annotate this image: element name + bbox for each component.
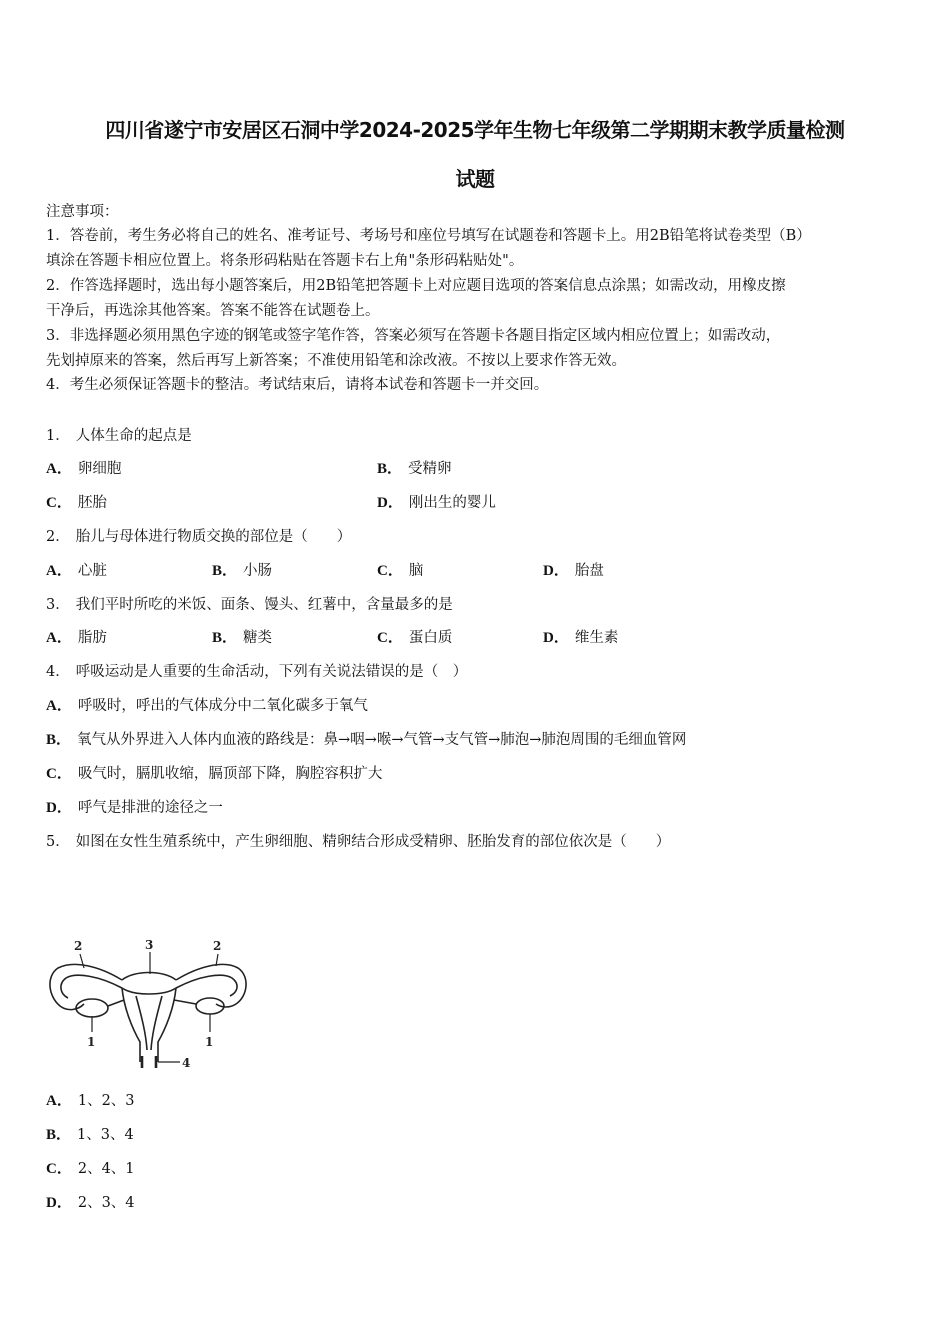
option-c [46,1159,135,1179]
option-label: B． [212,630,238,646]
option-label: C． [46,1161,72,1177]
option-text: 小肠 [243,563,273,579]
option-b [377,459,452,479]
question-number: 2． [46,529,70,545]
option-text: 糖类 [243,630,273,646]
notice-line: 4．考生必须保证答题卡的整洁。考试结束后，请将本试卷和答题卡一并交回。 [46,377,549,393]
page-title-line-2: 试题 [455,167,495,191]
option-a [46,459,121,479]
option-text: 2、4、1 [77,1161,135,1177]
option-text: 胎盘 [574,563,604,579]
question-stem [46,426,192,446]
female-reproductive-system-figure [44,938,254,1070]
notice-heading: 注意事项： [46,204,119,220]
question-number: 1． [46,428,70,444]
question-number: 3． [46,597,70,613]
option-label: A． [46,1093,72,1109]
option-text: 1、2、3 [77,1093,135,1109]
option-label: A． [46,698,72,714]
option-a [46,561,107,581]
option-text: 脂肪 [77,630,107,646]
option-label: C． [46,495,72,511]
question-text: 胎儿与母体进行物质交换的部位是（ ） [75,529,352,545]
option-label: D． [377,495,403,511]
figure-label-3: 3 [145,938,154,952]
question-text: 呼吸运动是人重要的生命活动，下列有关说法错误的是（ ） [75,664,468,680]
page-title-line-1: 四川省遂宁市安居区石洞中学2024-2025学年生物七年级第二学期期末教学质量检测 [105,118,845,142]
figure-label-4: 4 [182,1056,191,1070]
option-label: D． [543,630,569,646]
option-text: 受精卵 [408,461,452,477]
option-label: A． [46,461,72,477]
option-d [543,561,604,581]
option-text: 蛋白质 [408,630,453,646]
option-label: D． [46,1195,72,1211]
option-label: B． [46,1127,72,1143]
option-label: D． [46,800,72,816]
option-b [212,628,272,648]
notice-line: 1．答卷前，考生务必将自己的姓名、准考证号、考场号和座位号填写在试题卷和答题卡上。用2B铅笔将试卷类型（B） [46,228,811,244]
question-stem [46,662,467,682]
option-c [377,561,423,581]
option-a [46,628,107,648]
option-d [46,1193,135,1213]
question-stem [46,595,453,615]
option-c [377,628,452,648]
question-text: 如图在女性生殖系统中，产生卵细胞、精卵结合形成受精卵、胚胎发育的部位依次是（ ） [75,834,671,850]
option-text: 呼气是排泄的途径之一 [77,800,223,816]
option-label: C． [46,766,72,782]
option-label: C． [377,630,403,646]
option-text: 刚出生的婴儿 [408,495,496,511]
option-c [46,493,107,513]
option-label: A． [46,563,72,579]
option-label: B． [46,732,72,748]
figure-label-1-left: 1 [87,1035,96,1049]
option-text: 1、3、4 [77,1127,134,1143]
option-text: 2、3、4 [77,1195,135,1211]
option-label: D． [543,563,569,579]
notice-line: 3．非选择题必须用黑色字迹的钢笔或签字笔作答，答案必须写在答题卡各题目指定区域内相应位置上；如需改动， [46,328,781,344]
notice-line: 填涂在答题卡相应位置上。将条形码粘贴在答题卡右上角"条形码粘贴处"。 [46,253,524,269]
uterus-diagram-icon [44,938,254,1070]
question-number: 4． [46,664,70,680]
option-d [543,628,618,648]
figure-label-2-right: 2 [213,939,222,953]
option-a [46,696,368,716]
notice-line: 2．作答选择题时，选出每小题答案后，用2B铅笔把答题卡上对应题目选项的答案信息点涂黑；如需改动，用橡皮擦 [46,278,786,294]
notice-line: 干净后，再选涂其他答案。答案不能答在试题卷上。 [46,303,380,319]
figure-label-1-right: 1 [205,1035,214,1049]
option-text: 吸气时，膈肌收缩，膈顶部下降，胸腔容积扩大 [77,766,383,782]
option-d [46,798,223,818]
question-number: 5． [46,834,70,850]
option-d [377,493,496,513]
question-stem [46,832,670,852]
option-text: 心脏 [77,563,107,579]
notice-line: 先划掉原来的答案，然后再写上新答案；不准使用铅笔和涂改液。不按以上要求作答无效。 [46,353,626,369]
option-b [212,561,272,581]
question-stem [46,527,351,547]
option-text: 胚胎 [77,495,107,511]
question-text: 人体生命的起点是 [75,428,192,444]
figure-label-2-left: 2 [74,939,83,953]
option-text: 脑 [408,563,424,579]
option-label: C． [377,563,403,579]
question-text: 我们平时所吃的米饭、面条、馒头、红薯中，含量最多的是 [75,597,453,613]
option-label: B． [212,563,238,579]
option-b [46,730,686,750]
option-text: 维生素 [574,630,619,646]
option-b [46,1125,134,1145]
option-text: 氧气从外界进入人体内血液的路线是：鼻→咽→喉→气管→支气管→肺泡→肺泡周围的毛细血管网 [77,732,687,748]
option-text: 呼吸时，呼出的气体成分中二氧化碳多于氧气 [77,698,368,714]
option-label: B． [377,461,403,477]
option-a [46,1091,135,1111]
option-label: A． [46,630,72,646]
option-text: 卵细胞 [77,461,122,477]
option-c [46,764,382,784]
